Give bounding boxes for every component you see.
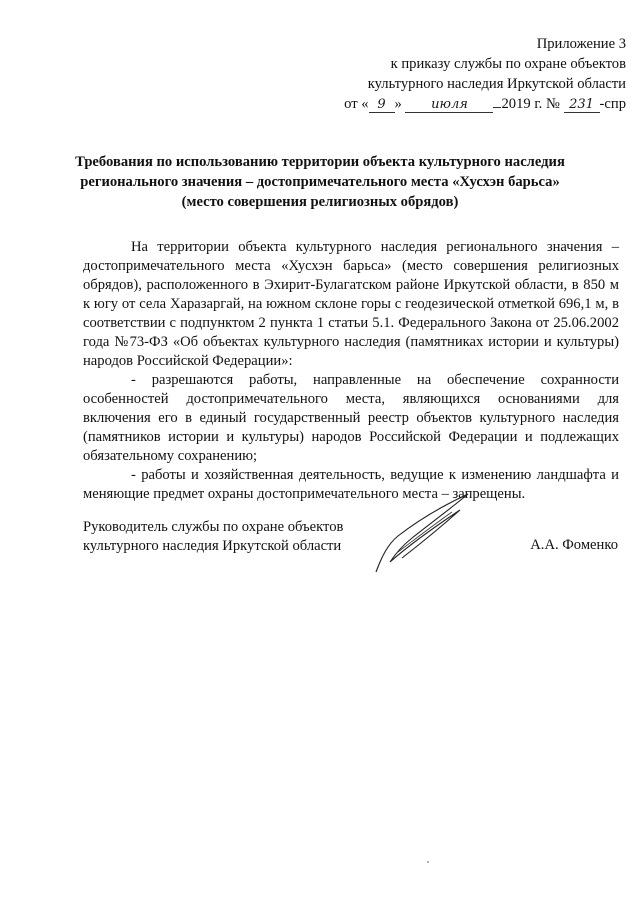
appendix-number: Приложение 3 bbox=[536, 36, 626, 52]
signer-position bbox=[83, 518, 343, 556]
date-mid: » bbox=[394, 96, 402, 112]
date-day: 9 bbox=[369, 98, 395, 113]
appendix-date-line bbox=[344, 94, 626, 114]
document-title bbox=[60, 152, 580, 212]
title-line-3: (место совершения религиозных обрядов) bbox=[181, 194, 459, 210]
signer-name: А.А. Фоменко bbox=[530, 537, 618, 553]
appendix-header bbox=[344, 34, 626, 114]
date-prefix: от « bbox=[344, 96, 369, 112]
order-number: 231 bbox=[564, 98, 600, 113]
title-line-2: регионального значения – достопримечательного места «Хусхэн барьса» bbox=[80, 174, 560, 190]
document-body bbox=[83, 238, 619, 504]
signer-position-line-2: культурного наследия Иркутской области bbox=[83, 538, 342, 554]
handwritten-signature bbox=[368, 486, 488, 576]
date-year: 2019 г. № bbox=[501, 96, 560, 112]
signer-position-line-1: Руководитель службы по охране объектов bbox=[83, 519, 344, 535]
paragraph-forbidden: - работы и хозяйственная деятельность, ведущие к изменению ландшафта и меняющие предмет охраны достопримечательного места – запрещены. bbox=[83, 467, 619, 502]
date-month: июля bbox=[405, 98, 493, 113]
appendix-authority: культурного наследия Иркутской области bbox=[367, 76, 626, 92]
scan-speck bbox=[427, 861, 429, 863]
order-number-suffix: -спр bbox=[599, 96, 626, 112]
title-line-1: Требования по использованию территории объекта культурного наследия bbox=[75, 154, 565, 170]
appendix-order-ref: к приказу службы по охране объектов bbox=[390, 56, 626, 72]
paragraph-intro: На территории объекта культурного наследия регионального значения – достопримечательного места «Хусхэн барьса» (место совершения религиозных обрядов), расположенного в Эхирит-Булагатском районе Иркутской области, в 850 м к югу от села Харазаргай, на южном склоне горы с геодезической отметкой 696,1 м, в соответствии с подпунктом 2 пункта 1 статьи 5.1. Федерального Закона от 25.06.2002 года №73-ФЗ «Об объектах культурного наследия (памятниках истории и культуры) народов Российской Федерации»: bbox=[83, 239, 619, 369]
paragraph-allowed: - разрешаются работы, направленные на обеспечение сохранности особенностей достопримечательного места, являющихся основаниями для включения его в единый государственный реестр объектов культурного наследия (памятников истории и культуры) народов Российской Федерации и подлежащих обязательному сохранению; bbox=[83, 372, 619, 464]
